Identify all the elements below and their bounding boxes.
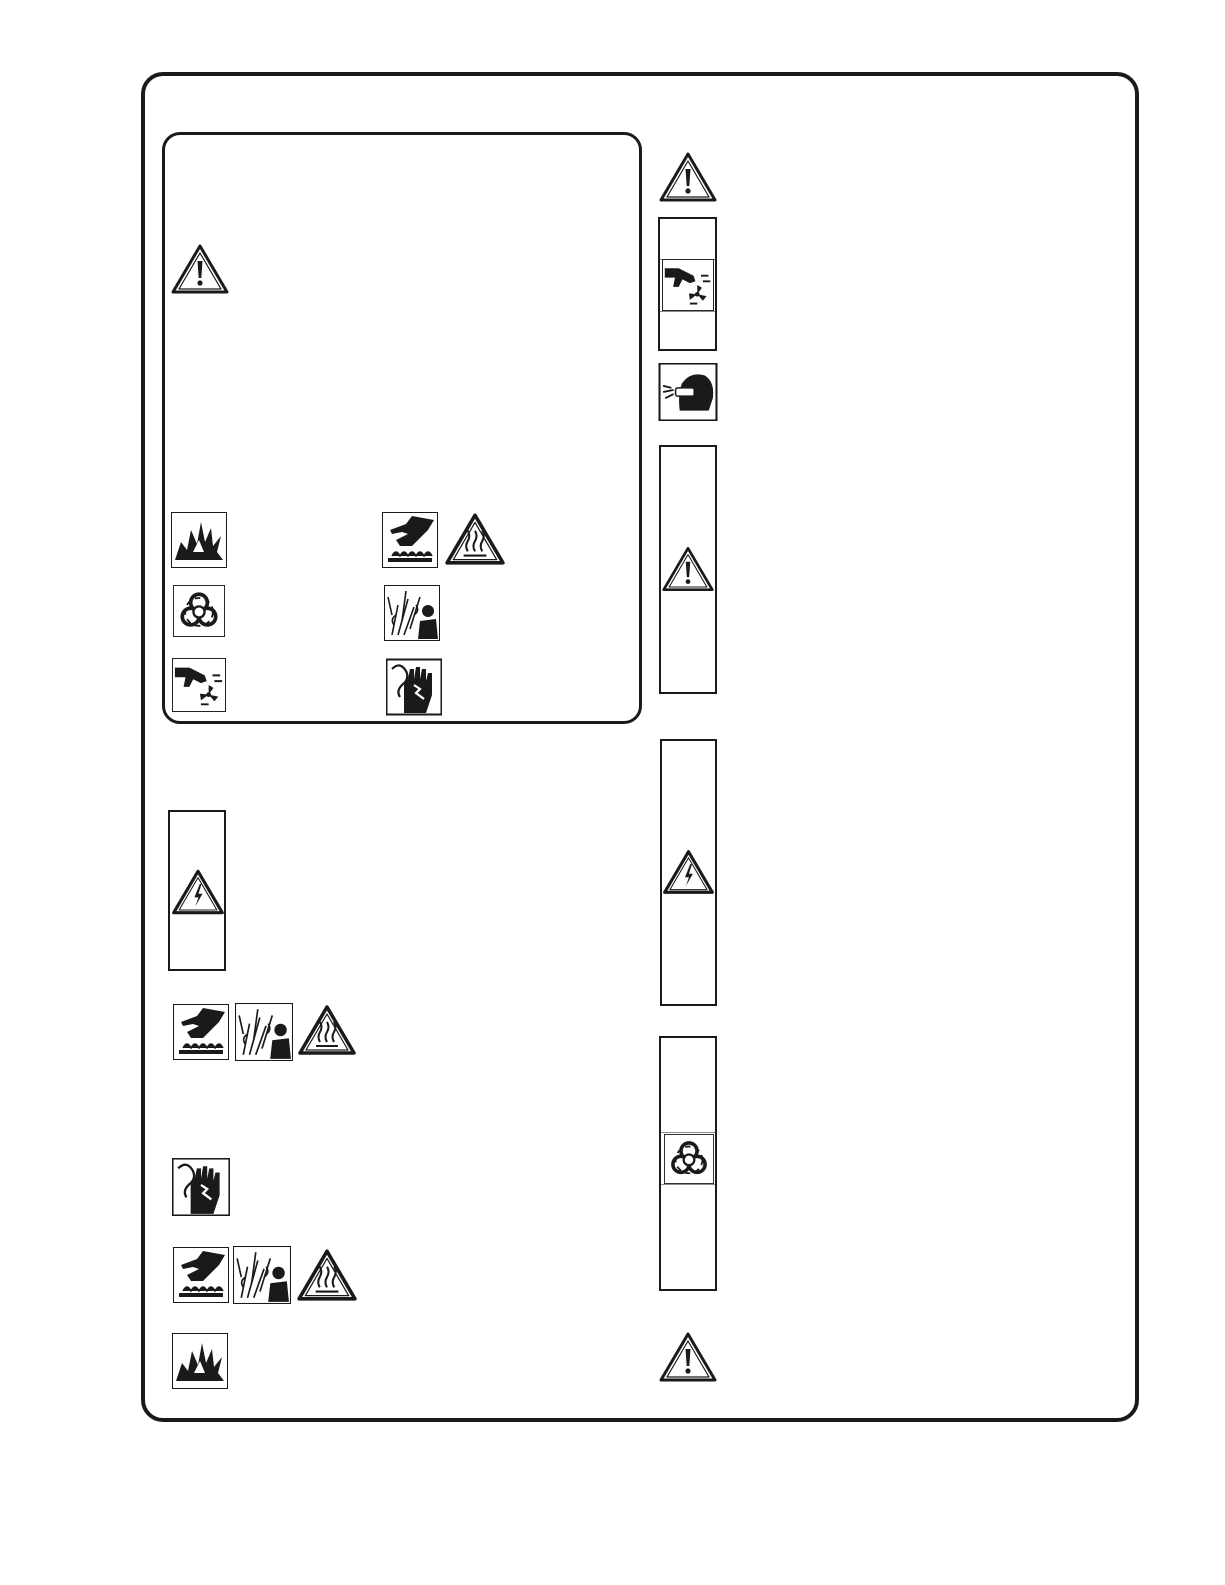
hot-surface-icon	[382, 512, 438, 568]
steam-burst-icon	[235, 1003, 293, 1061]
high-voltage-hazard-strip	[660, 739, 717, 1006]
high-voltage-hazard-strip	[168, 810, 226, 971]
hot-surface-warning-icon	[444, 512, 506, 566]
general-hazard-strip	[659, 445, 717, 694]
biohazard-icon	[171, 585, 227, 637]
general-warning-icon	[661, 543, 715, 595]
high-voltage-warning-icon	[662, 847, 715, 897]
high-voltage-warning-icon	[171, 868, 225, 916]
hot-surface-icon	[173, 1246, 229, 1304]
hot-surface-icon	[173, 1003, 229, 1061]
explosion-icon	[171, 512, 227, 568]
hot-surface-warning-icon	[296, 1247, 358, 1303]
steam-burst-icon	[384, 585, 440, 641]
general-warning-icon	[170, 243, 230, 295]
hot-surface-warning-icon	[297, 1002, 357, 1058]
steam-burst-icon	[233, 1246, 291, 1304]
explosion-icon	[172, 1333, 228, 1389]
general-warning-icon	[658, 1330, 718, 1384]
moving-parts-icon	[661, 259, 715, 311]
moving-parts-hazard-strip	[658, 217, 717, 351]
moving-parts-icon	[171, 658, 227, 712]
biohazard-icon	[662, 1134, 716, 1184]
electric-shock-icon	[172, 1158, 230, 1216]
electric-shock-icon	[386, 658, 442, 716]
general-warning-icon	[658, 150, 718, 204]
eye-protection-icon	[658, 363, 718, 421]
biohazard-hazard-strip	[659, 1036, 717, 1291]
